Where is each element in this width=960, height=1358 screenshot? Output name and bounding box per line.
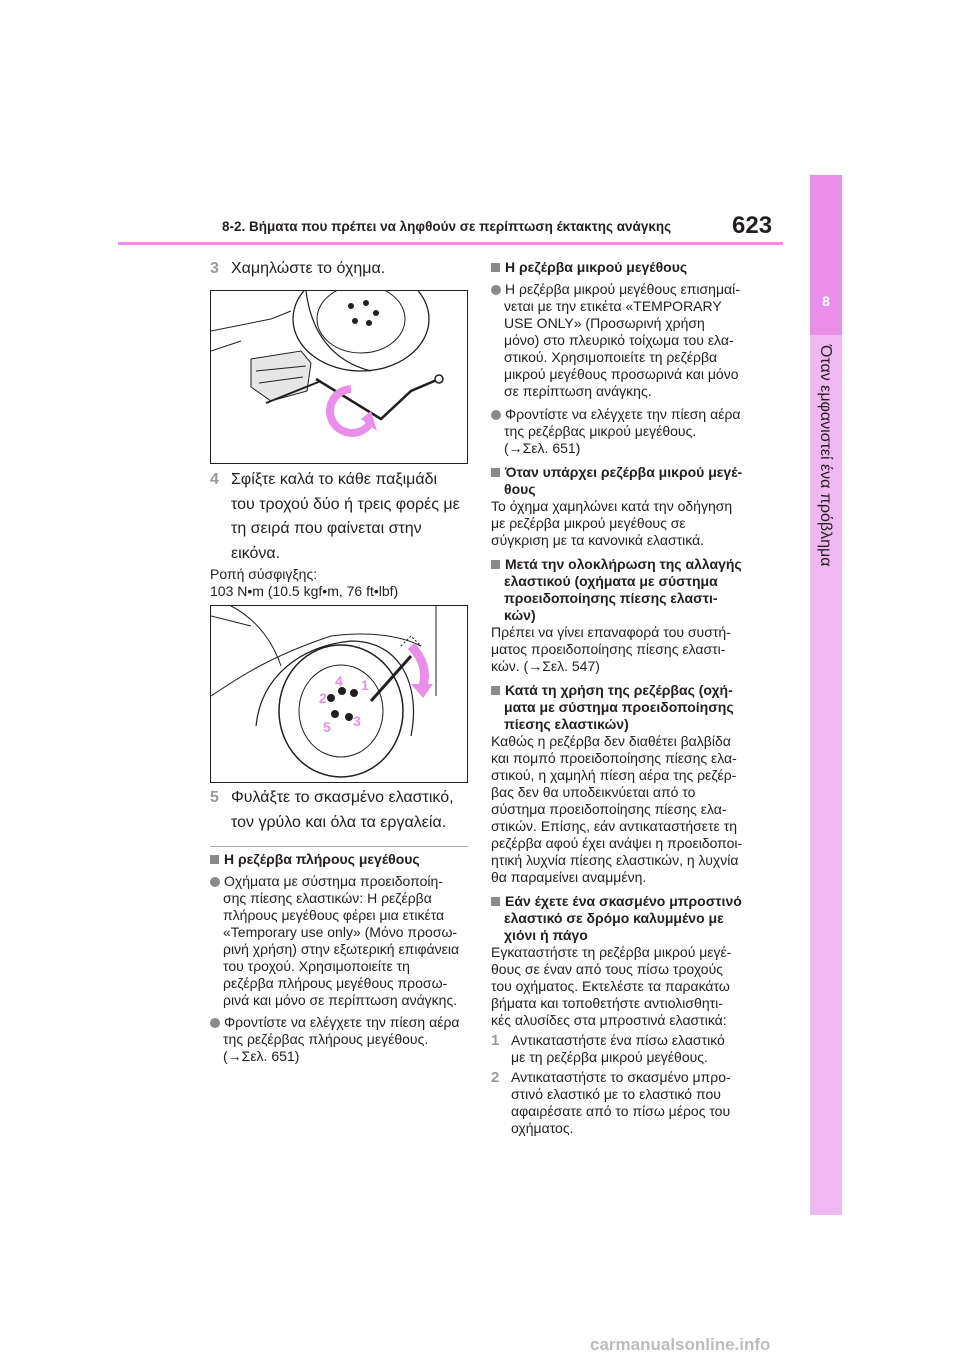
circle-bullet-icon xyxy=(210,877,220,887)
page-number: 623 xyxy=(732,212,773,239)
step-line: Φυλάξτε το σκασμένο ελαστικό, xyxy=(231,789,454,806)
step-number: 4 xyxy=(210,471,219,488)
jack-illustration xyxy=(211,291,467,463)
step-5 xyxy=(210,786,470,835)
section-heading: Η ρεζέρβα μικρού μεγέθους xyxy=(491,259,766,276)
square-bullet-icon xyxy=(491,686,500,695)
wheel-nut-illustration xyxy=(211,606,467,782)
step-number: 5 xyxy=(210,789,219,806)
step-number: 3 xyxy=(210,260,219,277)
section-full-size-spare xyxy=(210,851,472,1065)
section-heading: Εάν έχετε ένα σκασμένο μπροστινό ελαστικό σε δρόμο καλυμμένο με χιόνι ή πάγο xyxy=(491,893,766,944)
section-heading: Η ρεζέρβα πλήρους μεγέθους xyxy=(210,851,472,868)
square-bullet-icon xyxy=(491,560,500,569)
chapter-side-tab xyxy=(810,175,842,1215)
circle-bullet-icon xyxy=(210,1018,220,1028)
torque-label: Ροπή σύσφιγξης: xyxy=(210,566,318,582)
chapter-number: 8 xyxy=(822,293,830,309)
chapter-number-box xyxy=(810,175,842,335)
section-body: Πρέπει να γίνει επαναφορά του συστή- ματος προειδοποίησης πίεσης ελαστι- κών. (→Σελ. 547) xyxy=(491,624,731,674)
figure-tightening-order xyxy=(210,605,468,783)
bullet-item: Φροντίστε να ελέγχετε την πίεση αέρα της ρεζέρβας πλήρους μεγέθους. (→Σελ. 651) xyxy=(210,1014,472,1065)
step-text: Χαμηλώστε το όχημα. xyxy=(231,260,386,277)
torque-value: 103 N•m (10.5 kgf•m, 76 ft•lbf) xyxy=(210,583,399,599)
numbered-step: 2 Αντικαταστήστε το σκασμένο μπρο- στινό ελαστικό με το ελαστικό που αφαιρέσατε από το πίσω μέρος του οχήματος. xyxy=(491,1069,731,1136)
square-bullet-icon xyxy=(491,263,500,272)
page-header-title: 8-2. Βήματα που πρέπει να ληφθούν σε περίπτωση έκτακτης ανάγκης xyxy=(222,219,672,234)
order-label-3: 3 xyxy=(353,713,361,729)
section-heading: Κατά τη χρήση της ρεζέρβας (οχή- ματα με σύστημα προειδοποίησης πίεσης ελαστικών) xyxy=(491,682,766,733)
order-label-1: 1 xyxy=(361,677,369,693)
numbered-step: 1 Αντικαταστήστε ένα πίσω ελαστικό με τη ρεζέρβα μικρού μεγέθους. xyxy=(491,1032,725,1065)
order-label-4: 4 xyxy=(335,673,343,689)
section-body: Το όχημα χαμηλώνει κατά την οδήγηση με ρεζέρβα μικρού μεγέθους σε σύγκριση με τα κανονικά ελαστικά. xyxy=(491,498,733,548)
order-label-2: 2 xyxy=(319,690,327,706)
step-line: του τροχού δύο ή τρεις φορές με xyxy=(231,495,460,513)
section-divider xyxy=(210,846,468,847)
bullet-item: Η ρεζέρβα μικρού μεγέθους επισημαί- νεται με την ετικέτα «TEMPORARY USE ONLY» (Προσωρινή χρήση μόνο) στο πλευρικό τοίχωμα του ελα- στικού. Χρησιμοποιείτε τη ρεζέρβα μικρού μεγέθους προσωρινά και μόνο σε περίπτωση ανάγκης. xyxy=(491,281,766,400)
step-number: 1 xyxy=(491,1032,500,1049)
circle-bullet-icon xyxy=(491,285,501,295)
bullet-item: Φροντίστε να ελέγχετε την πίεση αέρα της ρεζέρβας μικρού μεγέθους. (→Σελ. 651) xyxy=(491,406,766,457)
section-body: Καθώς η ρεζέρβα δεν διαθέτει βαλβίδα και πομπό προειδοποίησης πίεσης ελα- στικού, η χαμηλή πίεση αέρα της ρεζέρ- βας δεν θα υποδεικνύεται από το σύστημα προειδοποίησης πίεσης ελα- στικών. Επίσης, εάν αντικαταστήσετε τη ρεζέρβα αφού έχει ανάψει η προειδοποι- ητική λυχνία πίεσης ελαστικών, η λυχνία θα παραμείνει αναμμένη. xyxy=(491,733,743,885)
watermark: carmanualsonline.info xyxy=(590,1335,771,1354)
circle-bullet-icon xyxy=(491,410,501,420)
chapter-title: Όταν εμφανιστεί ένα πρόβλημα xyxy=(817,345,834,567)
torque-spec xyxy=(210,566,398,600)
step-line: τον γρύλο και όλα τα εργαλεία. xyxy=(231,813,447,831)
section-heading: Μετά την ολοκλήρωση της αλλαγής ελαστικού (οχήματα με σύστημα προειδοποίησης πίεσης ελαστι- κών) xyxy=(491,556,766,624)
step-line: εικόνα. xyxy=(231,544,281,562)
bullet-item: Οχήματα με σύστημα προειδοποίη- σης πίεσης ελαστικών: Η ρεζέρβα πλήρους μεγέθους φέρει μια ετικέτα «Temporary use only» (Μόνο προσω- ρινή χρήση) στην εξωτερική επιφάνεια του τροχού. Χρησιμοποιείτε τη ρεζέρβα πλήρους μεγέθους προσω- ρινά και μόνο σε περίπτωση ανάγκης. xyxy=(210,873,472,1009)
step-line: Σφίξτε καλά το κάθε παξιμάδι xyxy=(231,471,438,488)
order-label-5: 5 xyxy=(323,719,331,735)
right-column xyxy=(491,259,766,1137)
square-bullet-icon xyxy=(210,855,219,864)
square-bullet-icon xyxy=(491,468,500,477)
section-heading: Όταν υπάρχει ρεζέρβα μικρού μεγέ- θους xyxy=(491,464,766,498)
square-bullet-icon xyxy=(491,897,500,906)
step-4 xyxy=(210,468,470,566)
step-line: τη σειρά που φαίνεται στην xyxy=(231,520,422,537)
step-number: 2 xyxy=(491,1069,500,1086)
header-rule xyxy=(118,242,783,245)
figure-lowering-vehicle xyxy=(210,290,468,464)
section-body: Εγκαταστήστε τη ρεζέρβα μικρού μεγέ- θους σε έναν από τους πίσω τροχούς του οχήματος. Εκτελέστε τα παρακάτω βήματα και τοποθετήστε αντιολισθητι- κές αλυσίδες στα μπροστινά ελαστικά: xyxy=(491,944,732,1028)
